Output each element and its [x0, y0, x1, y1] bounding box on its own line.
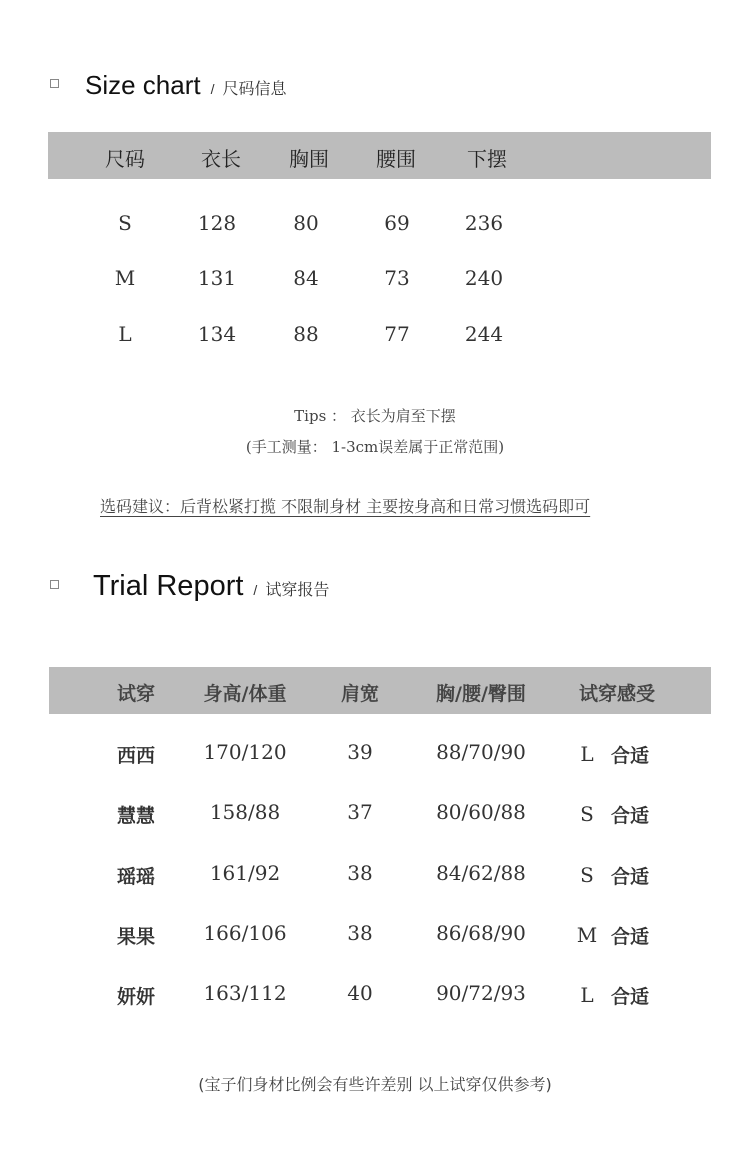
tester-name: 瑶瑶 — [116, 866, 156, 888]
tester-name: 果果 — [116, 926, 156, 948]
size-cell: 128 — [197, 211, 237, 235]
tester-size: M — [576, 923, 598, 947]
size-cell: 244 — [464, 322, 504, 346]
size-chart-title — [50, 70, 287, 101]
size-cell: 240 — [464, 266, 504, 290]
size-header-0: 尺码 — [105, 147, 145, 171]
tester-measurements: 88/70/90 — [436, 740, 526, 764]
size-chart-title-en: Size chart — [85, 70, 201, 100]
tester-shoulder: 38 — [347, 921, 373, 945]
trial-header-0: 试穿 — [116, 683, 156, 705]
trial-header-4: 试穿感受 — [578, 683, 656, 705]
size-cell: 69 — [384, 211, 410, 235]
trial-report-title-en: Trial Report — [93, 570, 244, 602]
tester-height-weight: 163/112 — [203, 981, 287, 1005]
size-header-4: 下摆 — [467, 147, 507, 171]
size-cell: 131 — [197, 266, 237, 290]
tester-measurements: 84/62/88 — [436, 861, 526, 885]
trial-header-3: 胸/腰/臀围 — [436, 683, 526, 705]
tester-shoulder: 39 — [347, 740, 373, 764]
trial-report-title-cn: 试穿报告 — [265, 580, 330, 599]
size-advice: 选码建议：后背松紧打揽 不限制身材 主要按身高和日常习惯选码即可 — [100, 497, 591, 516]
size-cell: M — [114, 266, 136, 290]
size-header-3: 腰围 — [376, 147, 416, 171]
tester-name: 妍妍 — [116, 986, 156, 1008]
trial-footnote: (宝子们身材比例会有些许差别 以上试穿仅供参考) — [198, 1075, 552, 1094]
trial-header-2: 肩宽 — [340, 683, 380, 705]
tester-measurements: 80/60/88 — [436, 800, 526, 824]
trial-header-1: 身高/体重 — [203, 683, 287, 705]
tester-shoulder: 38 — [347, 861, 373, 885]
tester-measurements: 86/68/90 — [436, 921, 526, 945]
tester-measurements: 90/72/93 — [436, 981, 526, 1005]
tester-name: 西西 — [116, 745, 156, 767]
tester-height-weight: 170/120 — [203, 740, 287, 764]
size-header-2: 胸围 — [289, 147, 329, 171]
size-cell: 134 — [197, 322, 237, 346]
size-chart-title-cn: 尺码信息 — [222, 79, 287, 98]
tester-size: S — [580, 802, 594, 826]
tips-measure-text: (手工测量： 1-3cm误差属于正常范围) — [245, 438, 505, 456]
bullet-square-icon — [50, 580, 59, 589]
tester-shoulder: 40 — [347, 981, 373, 1005]
size-cell: 84 — [293, 266, 319, 290]
trial-report-title — [50, 570, 329, 603]
size-cell: 88 — [293, 322, 319, 346]
tester-height-weight: 158/88 — [209, 800, 281, 824]
tester-height-weight: 166/106 — [203, 921, 287, 945]
tester-fit: 合适 — [610, 805, 650, 827]
title-separator: / — [253, 582, 258, 598]
size-header-1: 衣长 — [201, 147, 241, 171]
tips-text: Tips ： 衣长为肩至下摆 — [294, 407, 456, 425]
size-cell: S — [118, 211, 132, 235]
size-cell: 73 — [384, 266, 410, 290]
tester-name: 慧慧 — [116, 805, 156, 827]
tester-fit: 合适 — [610, 986, 650, 1008]
tester-fit: 合适 — [610, 745, 650, 767]
size-cell: 77 — [384, 322, 410, 346]
tester-size: S — [580, 863, 594, 887]
tester-height-weight: 161/92 — [209, 861, 281, 885]
size-cell: 80 — [293, 211, 319, 235]
tester-size: L — [580, 742, 594, 766]
tester-size: L — [580, 983, 594, 1007]
tester-fit: 合适 — [610, 926, 650, 948]
size-cell: 236 — [464, 211, 504, 235]
title-separator: / — [210, 81, 215, 97]
bullet-square-icon — [50, 79, 59, 88]
tester-shoulder: 37 — [347, 800, 373, 824]
tester-fit: 合适 — [610, 866, 650, 888]
size-cell: L — [118, 322, 132, 346]
